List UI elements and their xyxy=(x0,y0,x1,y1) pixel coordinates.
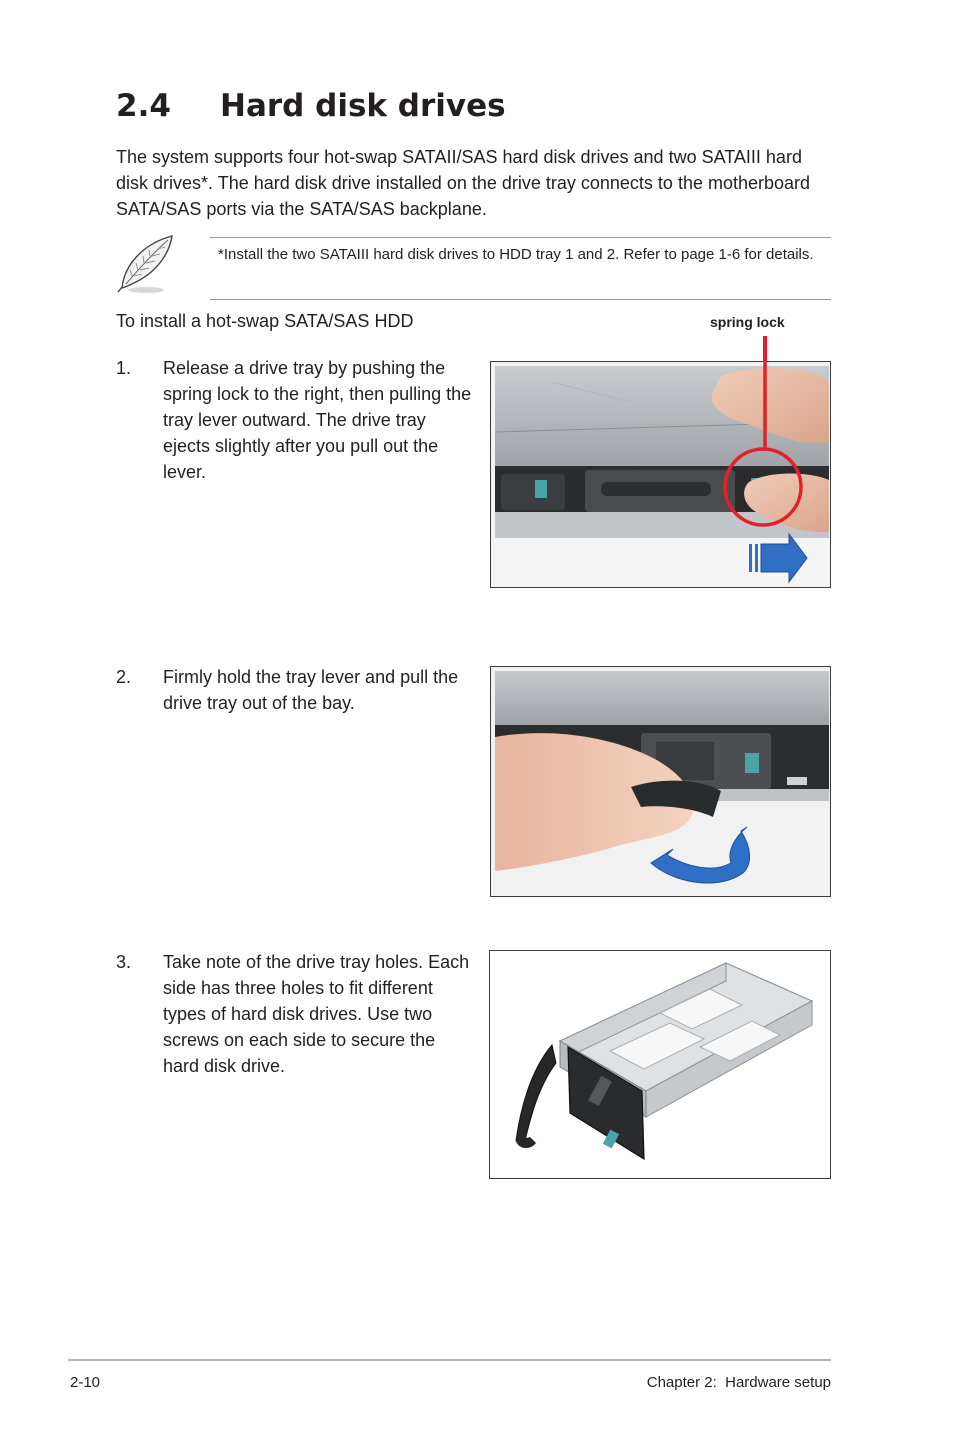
callout-leader-line xyxy=(763,336,767,362)
install-heading: To install a hot-swap SATA/SAS HDD xyxy=(116,311,414,331)
section-title: Hard disk drives xyxy=(220,88,506,124)
note-text: *Install the two SATAIII hard disk drives to HDD tray 1 and 2. Refer to page 1-6 for details. xyxy=(218,246,814,263)
step-1 xyxy=(116,355,476,495)
section-heading xyxy=(116,88,506,124)
note-icon xyxy=(112,232,180,298)
step-number: 3. xyxy=(116,952,132,972)
spring-lock-callout-label: spring lock xyxy=(710,314,785,330)
photo-pull-tray xyxy=(490,666,831,897)
step-text: Firmly hold the tray lever and pull the drive tray out of the bay. xyxy=(163,667,459,713)
photo-drive-tray xyxy=(489,950,831,1179)
step-2 xyxy=(116,664,476,724)
section-number: 2.4 xyxy=(116,88,171,124)
page-number: 2-10 xyxy=(70,1374,101,1391)
step-number: 1. xyxy=(116,358,132,378)
step-text: Release a drive tray by pushing the spring lock to the right, then pulling the tray lever outward. The drive tray ejects slightly after you pull out the lever. xyxy=(163,358,472,482)
chapter-title: Chapter 2: Hardware setup xyxy=(646,1374,831,1391)
feather-quill-icon xyxy=(112,232,180,298)
note-top-rule xyxy=(210,237,831,238)
step-text: Take note of the drive tray holes. Each side has three holes to fit different types of hard disk drives. Use two screws on each side to secure the hard disk drive. xyxy=(163,952,470,1076)
photo-spring-lock xyxy=(490,361,831,588)
intro-paragraph: The system supports four hot-swap SATAII/SAS hard disk drives and two SATAIII hard disk drives*. The hard disk drive installed on the drive tray connects to the motherboard SATA/SAS ports via the SATA/SAS backplane. xyxy=(116,147,811,219)
footer-rule xyxy=(68,1359,831,1361)
step-number: 2. xyxy=(116,667,132,687)
step-3 xyxy=(116,949,476,1084)
note-bottom-rule xyxy=(210,299,831,300)
